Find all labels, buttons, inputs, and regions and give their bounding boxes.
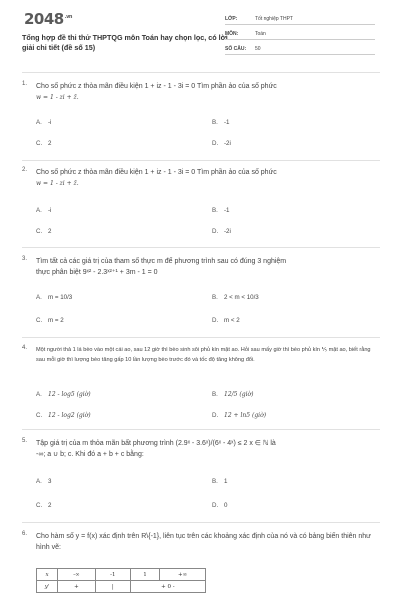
option-text: m = 10/3 <box>48 294 73 301</box>
option-letter: C. <box>36 412 43 419</box>
option-letter: D. <box>212 228 219 235</box>
question-5 <box>22 438 380 518</box>
option-a[interactable] <box>36 478 51 485</box>
option-letter: D. <box>212 412 219 419</box>
variation-table <box>36 568 206 593</box>
question-number: 4. <box>22 345 28 351</box>
question-text: Cho hàm số y = f(x) xác định trên R\{-1}, liên tục trên các khoảng xác định của nó và có bảng biến thiên như hình vẽ: <box>36 533 371 551</box>
table-cell: +∞ <box>160 569 206 581</box>
meta-class-value: Tốt nghiệp THPT <box>255 16 293 22</box>
option-text: 2 <box>48 140 52 147</box>
option-a[interactable] <box>36 119 51 126</box>
table-cell: | <box>95 581 130 593</box>
question-formula: w = 1 - zi + z̄. <box>36 94 79 101</box>
option-b[interactable] <box>212 478 227 485</box>
meta-count-key: SỐ CÂU: <box>225 46 247 52</box>
option-text: 12 + ln5 (giờ) <box>224 412 267 419</box>
option-letter: B. <box>212 391 218 398</box>
option-d[interactable] <box>212 228 231 235</box>
option-a[interactable] <box>36 294 72 301</box>
question-formula: -∞; a ∪ b; c. Khi đó a + b + c bằng: <box>36 451 144 458</box>
option-letter: B. <box>212 119 218 126</box>
option-letter: A. <box>36 207 42 214</box>
option-letter: A. <box>36 119 42 126</box>
option-text: 2 <box>48 502 52 509</box>
divider <box>22 337 380 338</box>
option-letter: C. <box>36 317 43 324</box>
option-letter: B. <box>212 294 218 301</box>
question-1 <box>22 81 380 161</box>
option-letter: A. <box>36 478 42 485</box>
option-b[interactable] <box>212 294 259 301</box>
table-cell: -1 <box>95 569 130 581</box>
option-b[interactable] <box>212 119 230 126</box>
site-logo[interactable] <box>24 10 71 28</box>
question-number: 6. <box>22 531 28 537</box>
option-c[interactable] <box>36 140 51 147</box>
option-text: -1 <box>224 119 230 126</box>
divider <box>22 160 380 161</box>
option-text: m = 2 <box>48 317 64 324</box>
document-title: Tổng hợp đề thi thử THPTQG môn Toán hay chọn lọc, có lời giải chi tiết (đề số 15) <box>22 33 228 52</box>
option-letter: A. <box>36 391 42 398</box>
divider <box>22 247 380 248</box>
table-row <box>37 581 206 593</box>
question-line: Tập giá trị của m thỏa mãn bất phương trình (2.9ˣ - 3.6ˣ)/(6ˣ - 4ˣ) ≤ 2 x ∈ ℕ là <box>36 440 276 447</box>
table-cell: + <box>58 581 96 593</box>
question-text: Một người thả 1 lá bèo vào một cái ao, sau 12 giờ thì bèo sinh sôi phủ kín mặt ao. Hỏi sau mấy giờ thì bèo phủ kín ⅕ mặt ao, biết rằng sau mỗi giờ thì lượng bèo tăng gấp 10 lần lượng bèo trước đó và tốc độ tăng không đổi. <box>36 347 371 363</box>
table-cell: x <box>37 569 58 581</box>
option-text: -1 <box>224 207 230 214</box>
question-line: Cho số phức z thỏa mãn điều kiện 1 + iz - 1 - 3i = 0 Tìm phần ảo của số phức <box>36 83 277 90</box>
meta-subject-key: MÔN: <box>225 31 239 37</box>
meta-count-value: 50 <box>255 46 261 52</box>
option-c[interactable] <box>36 412 91 419</box>
option-a[interactable] <box>36 207 51 214</box>
option-b[interactable] <box>212 207 230 214</box>
option-c[interactable] <box>36 317 64 324</box>
option-text: 12 - log5 (giờ) <box>48 391 91 398</box>
divider <box>22 72 380 73</box>
logo-suffix: .vn <box>64 14 72 20</box>
option-c[interactable] <box>36 502 51 509</box>
option-letter: B. <box>212 478 218 485</box>
option-text: -2i <box>224 228 231 235</box>
question-text <box>36 256 376 278</box>
meta-divider <box>225 39 375 40</box>
table-cell: 1 <box>130 569 160 581</box>
option-d[interactable] <box>212 140 231 147</box>
option-letter: A. <box>36 294 42 301</box>
question-formula: w = 1 - zi + z̄. <box>36 180 79 187</box>
option-letter: D. <box>212 140 219 147</box>
option-b[interactable] <box>212 391 253 398</box>
option-letter: B. <box>212 207 218 214</box>
table-cell: -∞ <box>58 569 96 581</box>
question-text <box>36 438 376 460</box>
table-row <box>37 569 206 581</box>
option-d[interactable] <box>212 502 227 509</box>
divider <box>22 429 380 430</box>
table-cell: y' <box>37 581 58 593</box>
question-number: 1. <box>22 81 28 87</box>
option-text: 12 - log2 (giờ) <box>48 412 91 419</box>
meta-subject-value: Toán <box>255 31 266 37</box>
option-letter: D. <box>212 317 219 324</box>
option-text: -2i <box>224 140 231 147</box>
option-letter: C. <box>36 228 43 235</box>
logo-text: 2048 <box>24 10 64 28</box>
option-text: 1 <box>224 478 228 485</box>
question-4 <box>22 345 380 429</box>
option-text: m < 2 <box>224 317 240 324</box>
divider <box>22 522 380 523</box>
option-d[interactable] <box>212 412 266 419</box>
question-number: 5. <box>22 438 28 444</box>
option-text: -i <box>48 207 52 214</box>
question-6 <box>22 531 380 565</box>
option-letter: C. <box>36 502 43 509</box>
option-text: 0 <box>224 502 228 509</box>
document-header <box>0 0 400 68</box>
question-formula: thực phân biệt 9ˣ² - 2.3ˣ²⁺¹ + 3m - 1 = 0 <box>36 269 158 276</box>
option-d[interactable] <box>212 317 240 324</box>
meta-class-key: LỚP: <box>225 16 238 22</box>
option-c[interactable] <box>36 228 51 235</box>
option-text: -i <box>48 119 52 126</box>
option-text: 12/5 (giờ) <box>224 391 254 398</box>
option-letter: D. <box>212 502 219 509</box>
question-number: 3. <box>22 256 28 262</box>
meta-divider <box>225 24 375 25</box>
option-letter: C. <box>36 140 43 147</box>
question-3 <box>22 256 380 336</box>
option-text: 3 <box>48 478 52 485</box>
question-text <box>36 81 376 103</box>
option-a[interactable] <box>36 391 91 398</box>
option-text: 2 < m < 10/3 <box>224 294 259 301</box>
meta-divider <box>225 54 375 55</box>
question-line: Tìm tất cả các giá trị của tham số thực m để phương trình sau có đúng 3 nghiệm <box>36 258 287 265</box>
question-text <box>36 167 376 189</box>
option-text: 2 <box>48 228 52 235</box>
question-line: Cho số phức z thỏa mãn điều kiện 1 + iz - 1 - 3i = 0 Tìm phần ảo của số phức <box>36 169 277 176</box>
table-cell: + 0 - <box>130 581 205 593</box>
question-number: 2. <box>22 167 28 173</box>
question-2 <box>22 167 380 247</box>
